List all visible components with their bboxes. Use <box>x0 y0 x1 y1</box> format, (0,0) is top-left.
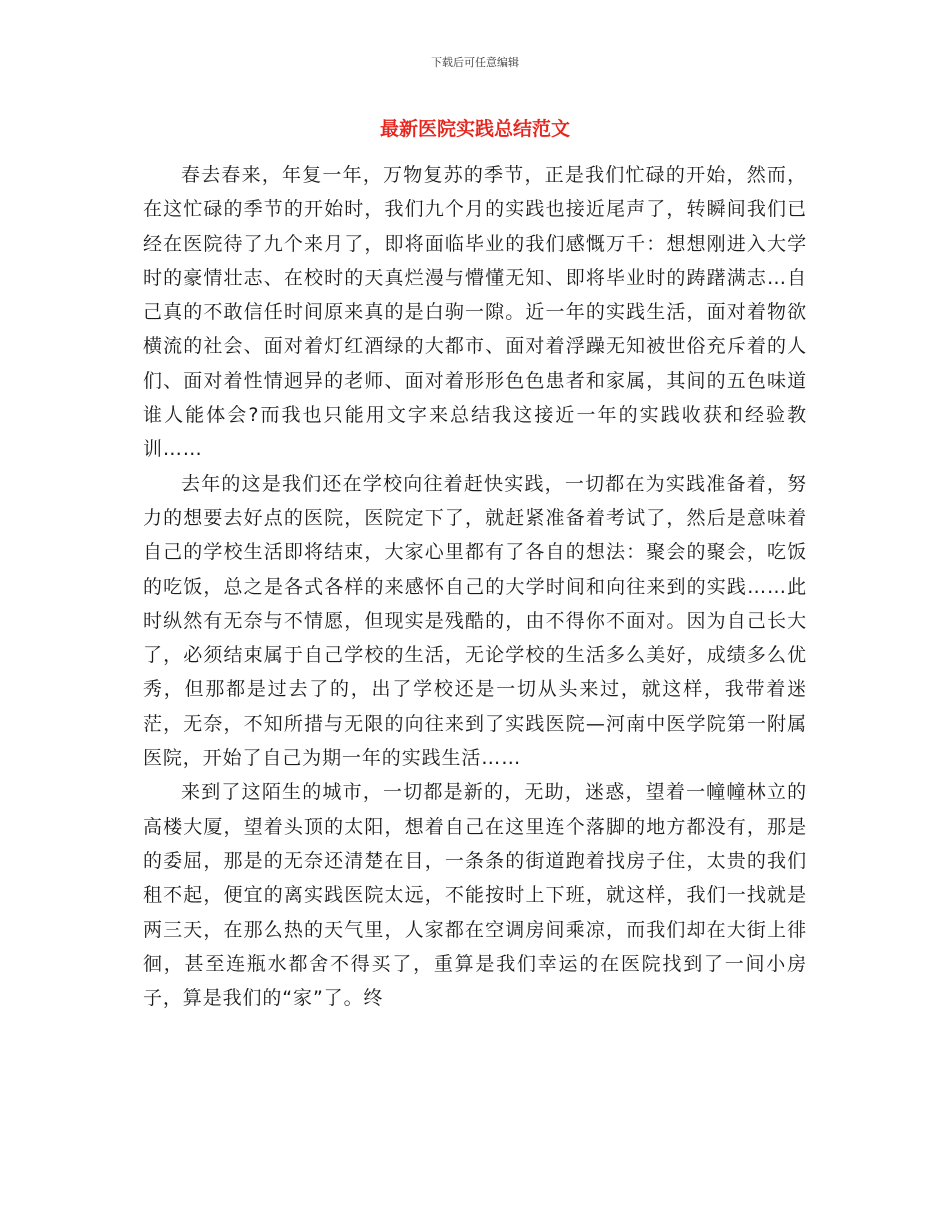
document-title: 最新医院实践总结范文 <box>379 118 570 140</box>
paragraph-1: 春去春来，年复一年，万物复苏的季节，正是我们忙碌的开始，然而，在这忙碌的季节的开始时，我们九个月的实践也接近尾声了，转瞬间我们已经在医院待了九个来月了，即将面临毕业的我们感慨万千：想想刚进入大学时的豪情壮志、在校时的天真烂漫与懵懂无知、即将毕业时的踌躇满志…自己真的不敢信任时间原来真的是白驹一隙。近一年的实践生活，面对着物欲横流的社会、面对着灯红酒绿的大都市、面对着浮躁无知被世俗充斥着的人们、面对着性情迥异的老师、面对着形形色色患者和家属，其间的五色味道谁人能体会?而我也只能用文字来总结我这接近一年的实践收获和经验教训…… <box>143 164 807 461</box>
document-body <box>143 158 807 1015</box>
paragraph-3: 来到了这陌生的城市，一切都是新的，无助，迷惑，望着一幢幢林立的高楼大厦，望着头顶的太阳，想着自己在这里连个落脚的地方都没有，那是的委屈，那是的无奈还清楚在目，一条条的街道跑着找房子住，太贵的我们租不起，便宜的离实践医院太远，不能按时上下班，就这样，我们一找就是两三天，在那么热的天气里，人家都在空调房间乘凉，而我们却在大街上徘徊，甚至连瓶水都舍不得买了，重算是我们幸运的在医院找到了一间小房子，算是我们的“家”了。终 <box>143 781 807 1010</box>
paragraph-2: 去年的这是我们还在学校向往着赶快实践，一切都在为实践准备着，努力的想要去好点的医院，医院定下了，就赶紧准备着考试了，然后是意味着自己的学校生活即将结束，大家心里都有了各自的想法：聚会的聚会，吃饭的吃饭，总之是各式各样的来感怀自己的大学时间和向往来到的实践……此时纵然有无奈与不情愿，但现实是残酷的，由不得你不面对。因为自己长大了，必须结束属于自己学校的生活，无论学校的生活多么美好，成绩多么优秀，但那都是过去了的，出了学校还是一切从头来过，就这样，我带着迷茫，无奈，不知所措与无限的向往来到了实践医院—河南中医学院第一附属医院，开始了自己为期一年的实践生活…… <box>143 472 807 770</box>
header-note: 下载后可任意编辑 <box>431 56 519 69</box>
